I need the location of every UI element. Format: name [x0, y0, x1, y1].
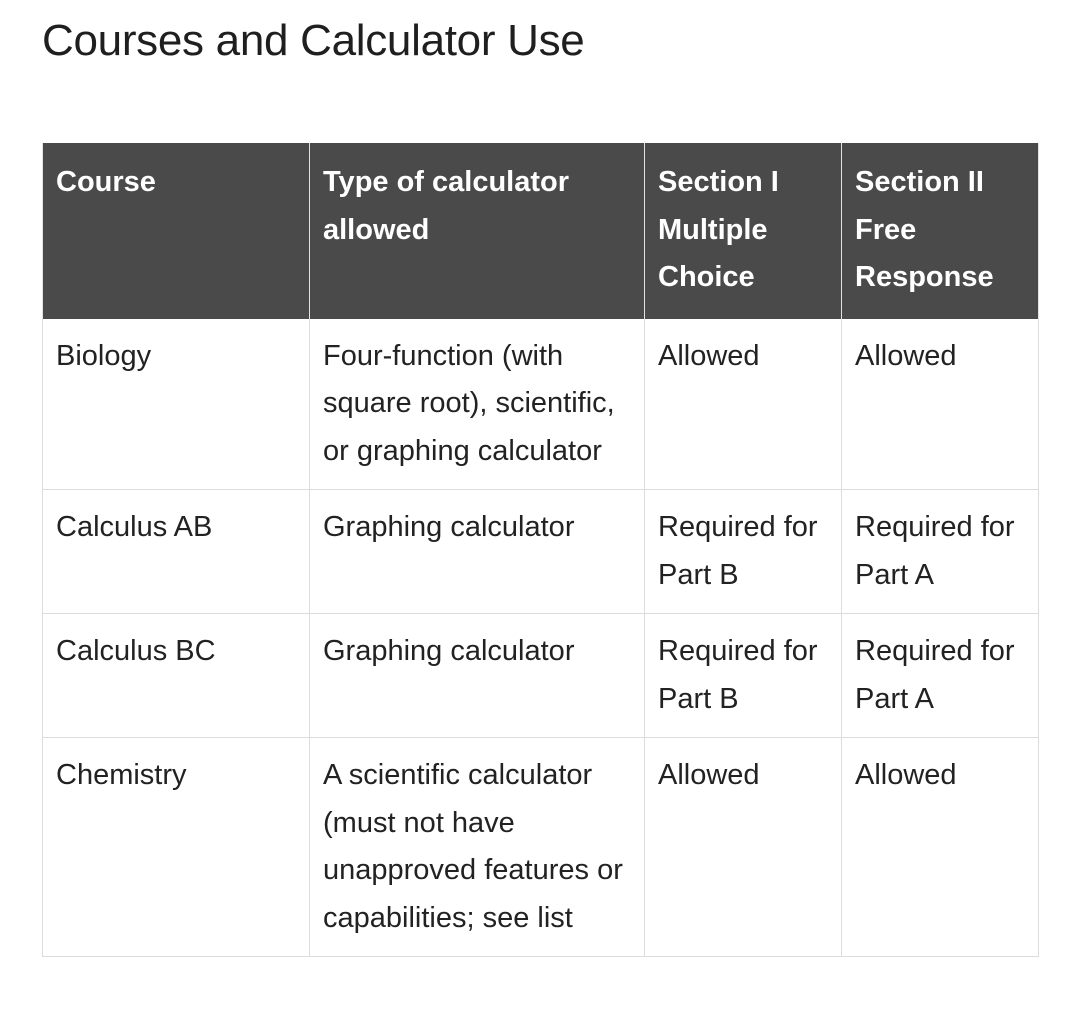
cell-course: Chemistry [43, 738, 310, 957]
cell-calculator-type: Graphing calculator [310, 490, 645, 614]
header-section-2: Section II Free Response [842, 143, 1039, 319]
page-title: Courses and Calculator Use [42, 16, 585, 65]
cell-calculator-type: A scientific calculator (must not have unapproved features or capabilities; see list [310, 738, 645, 957]
header-section-1: Section I Multiple Choice [645, 143, 842, 319]
cell-course: Calculus BC [43, 614, 310, 738]
cell-section-1: Allowed [645, 738, 842, 957]
cell-calculator-type: Four-function (with square root), scientific, or graphing calculator [310, 319, 645, 490]
header-row [43, 143, 1039, 319]
cell-course: Biology [43, 319, 310, 490]
table-body [43, 319, 1039, 957]
cell-section-1: Allowed [645, 319, 842, 490]
header-course: Course [43, 143, 310, 319]
header-calculator-type: Type of calculator allowed [310, 143, 645, 319]
table-row [43, 490, 1039, 614]
cell-course: Calculus AB [43, 490, 310, 614]
cell-section-1: Required for Part B [645, 614, 842, 738]
cell-section-2: Allowed [842, 319, 1039, 490]
table-header [43, 143, 1039, 319]
cell-section-2: Allowed [842, 738, 1039, 957]
table-row [43, 319, 1039, 490]
table-row [43, 614, 1039, 738]
table-row [43, 738, 1039, 957]
cell-calculator-type: Graphing calculator [310, 614, 645, 738]
cell-section-2: Required for Part A [842, 614, 1039, 738]
cell-section-2: Required for Part A [842, 490, 1039, 614]
calculator-table [42, 143, 1039, 957]
cell-section-1: Required for Part B [645, 490, 842, 614]
